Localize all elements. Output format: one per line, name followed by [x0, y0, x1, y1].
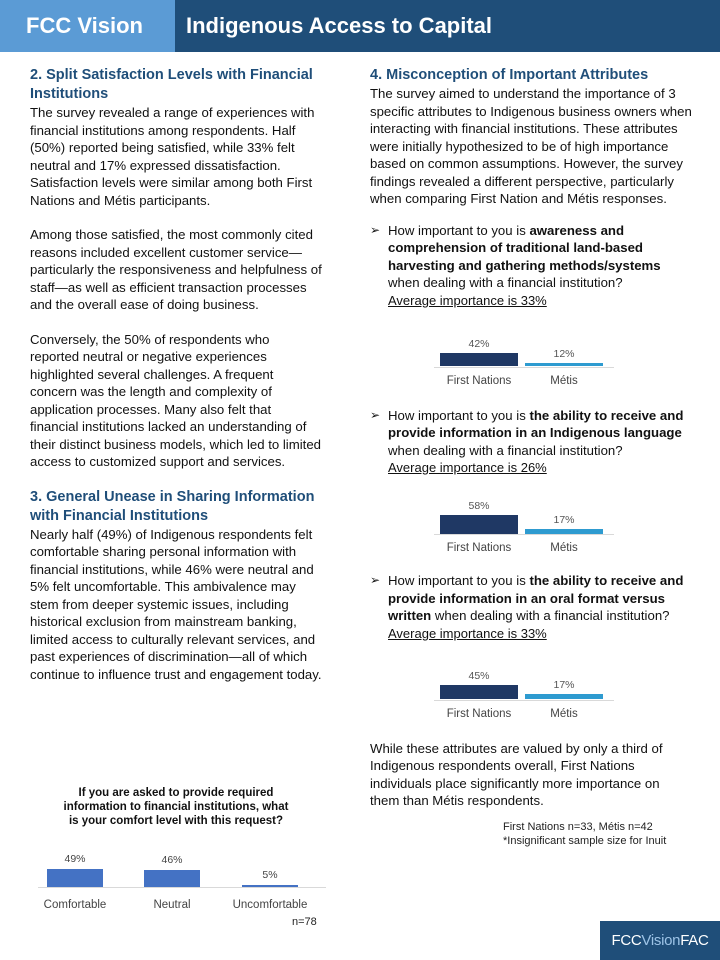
bar-value-label: 46%	[161, 853, 183, 866]
category-label: Uncomfortable	[232, 899, 308, 911]
footnote-sample-size: First Nations n=33, Métis n=42	[503, 820, 653, 833]
section2-paragraph-3: Conversely, the 50% of respondents who reported neutral or negative experiences highlighted several challenges. A frequent concern was the length and complexity of application processes. Many also felt that financial institutions lacked an understanding of their distinct business models, which led to limited access to customized support and services.	[30, 331, 321, 469]
arrow-bullet-icon: ➢	[370, 222, 381, 237]
question-3: ➢ How important to you is the ability to receive and provide information in an oral format versus written when dealing with a financial institution?	[370, 573, 684, 623]
comfort-chart-baseline	[38, 887, 326, 888]
arrow-bullet-icon: ➢	[370, 407, 381, 422]
bar-neutral	[144, 870, 200, 887]
chart-baseline	[434, 700, 614, 701]
section3-heading: 3. General Unease in Sharing Information with Financial Institutions	[30, 488, 315, 524]
bar-value-label: 49%	[64, 852, 86, 865]
bar-comfortable	[47, 869, 103, 887]
page-title: Indigenous Access to Capital	[175, 0, 720, 52]
comfort-chart-sample-size: n=78	[292, 916, 317, 928]
section2-paragraph-1: The survey revealed a range of experiences with financial institutions among respondents. Half (50%) reported being satisfied, while 33% felt neutral and 17% expressed dissatisfaction. Satisfaction levels were similar among both First Nations and Métis participants.	[30, 105, 315, 208]
category-label: First Nations	[446, 374, 512, 387]
bar-uncomfortable	[242, 885, 298, 887]
page-header	[0, 0, 720, 52]
category-label: Métis	[550, 374, 578, 387]
section3-paragraph-1: Nearly half (49%) of Indigenous respondents felt comfortable sharing personal information with financial institutions, while 46% were neutral and 5% felt uncomfortable. This ambivalence may stem from deeper systemic issues, including historical exclusion from mainstream banking, limited access to culturally relevant services, and past experiences of discrimination—all of which continue to influence trust and engagement today.	[30, 526, 322, 682]
question-2: ➢ How important to you is the ability to receive and provide information in an Indigenous language when dealing with a financial institution?	[370, 407, 684, 458]
bar-value-label: 17%	[553, 679, 575, 692]
question-1: ➢ How important to you is awareness and comprehension of traditional land-based harvesting and gathering methods/systems when dealing with a financial institution?	[370, 222, 661, 290]
question-3-average: Average importance is 33%	[388, 625, 547, 641]
right-column	[370, 66, 692, 848]
category-label: Métis	[550, 707, 578, 720]
comfort-level-chart	[30, 786, 322, 936]
bar-value-label: 45%	[468, 670, 490, 683]
section2-heading: 2. Split Satisfaction Levels with Financial Institutions	[30, 67, 313, 102]
importance-chart-3	[370, 646, 692, 726]
section4-conclusion: While these attributes are valued by only a third of Indigenous respondents overall, First Nations individuals place significantly more importance on them than Métis respondents.	[370, 740, 663, 808]
brand-title: FCC Vision	[0, 0, 175, 52]
importance-chart-2	[370, 480, 692, 560]
bar-value-label: 17%	[553, 513, 575, 526]
bar-value-label: 12%	[553, 347, 575, 360]
chart-baseline	[434, 367, 614, 368]
footnote-inuit: *Insignificant sample size for Inuit	[503, 834, 667, 847]
category-label: Comfortable	[43, 899, 107, 911]
category-label: Métis	[550, 542, 578, 554]
section4-heading: 4. Misconception of Important Attributes	[370, 67, 649, 83]
bar-first-nations	[440, 353, 518, 366]
category-label: First Nations	[446, 707, 512, 720]
bar-m-tis	[525, 363, 603, 367]
left-column	[30, 66, 322, 683]
chart-baseline	[434, 534, 614, 535]
section2-paragraph-2: Among those satisfied, the most commonly cited reasons included excellent customer service—particularly the responsiveness and helpfulness of staff—as well as efficient transaction processes and the overall ease of doing business.	[30, 227, 322, 312]
bar-m-tis	[525, 694, 603, 699]
bar-first-nations	[440, 515, 518, 534]
category-label: First Nations	[446, 542, 512, 554]
importance-chart-1	[370, 313, 692, 393]
arrow-bullet-icon: ➢	[370, 573, 381, 587]
fcc-vision-logo: FCC Vision FAC	[600, 921, 720, 960]
bar-value-label: 42%	[468, 338, 490, 351]
bar-value-label: 58%	[468, 500, 490, 513]
category-label: Neutral	[153, 899, 191, 911]
bar-m-tis	[525, 529, 603, 534]
question-2-average: Average importance is 26%	[388, 460, 547, 475]
bar-value-label: 5%	[262, 869, 278, 881]
section4-paragraph-1: The survey aimed to understand the importance of 3 specific attributes to Indigenous business owners when interacting with financial institutions. These attributes were initially hypothesized to be of high importance based on common assumptions. However, the survey findings revealed a different perspective, particularly when comparing First Nation and Métis responses.	[370, 86, 692, 206]
comfort-chart-title: If you are asked to provide required information to financial institutions, what is your comfort level with this request?	[63, 787, 289, 827]
question-1-average: Average importance is 33%	[388, 292, 547, 308]
bar-first-nations	[440, 685, 518, 699]
